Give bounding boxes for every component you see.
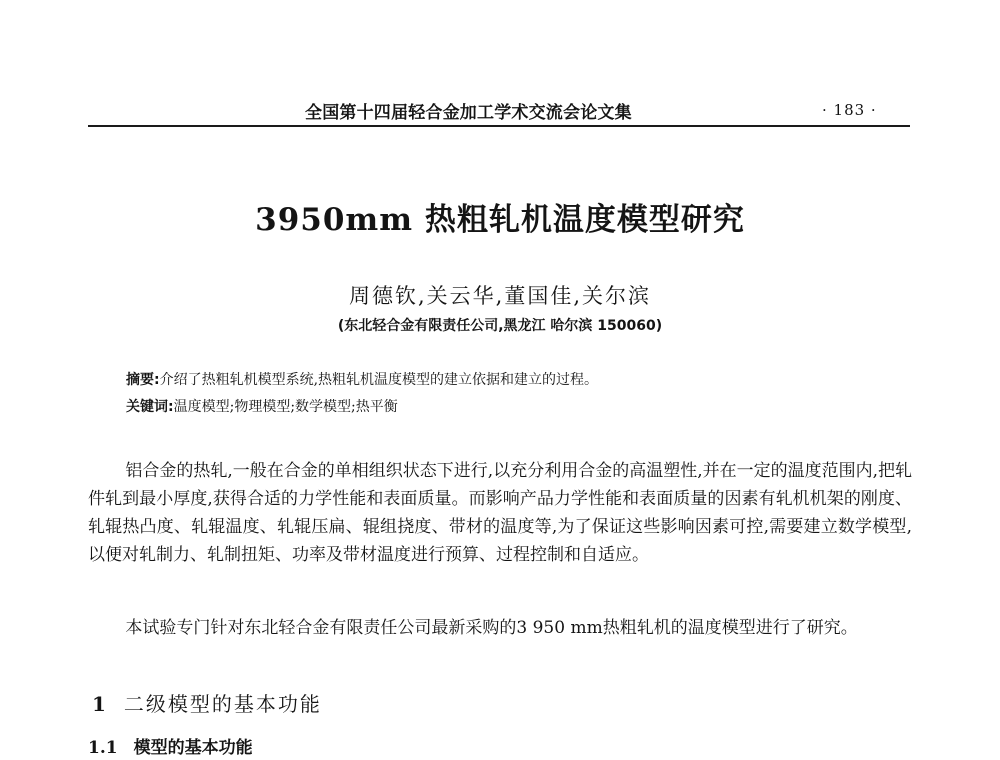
keywords-text: 温度模型;物理模型;数学模型;热平衡 bbox=[173, 399, 398, 415]
article-title: 3950mm 热粗轧机温度模型研究 bbox=[255, 202, 745, 238]
keywords-label: 关键词: bbox=[126, 399, 174, 415]
section-title: 二级模型的基本功能 bbox=[123, 692, 322, 716]
body-paragraph-1: 铝合金的热轧,一般在合金的单相组织状态下进行,以充分利用合金的高温塑性,并在一定的温度范围内,把轧件轧到最小厚度,获得合适的力学性能和表面质量。而影响产品力学性能和表面质量的因素有轧机机架的刚度、轧辊热凸度、轧辊温度、轧辊压扁、辊组挠度、带材的温度等,为了保证这些影响因素可控,需要建立数学模型,以便对轧制力、轧制扭矩、功率及带材温度进行预算、过程控制和自适应。 bbox=[88, 461, 913, 565]
abstract-text: 介绍了热粗轧机模型系统,热粗轧机温度模型的建立依据和建立的过程。 bbox=[159, 372, 599, 388]
abstract bbox=[126, 369, 598, 389]
abstract-label: 摘要: bbox=[126, 372, 160, 388]
subsection-heading-1-1 bbox=[88, 733, 253, 758]
subsection-title: 模型的基本功能 bbox=[133, 738, 253, 758]
subsection-number: 1.1 bbox=[88, 738, 118, 758]
body-paragraph-2: 本试验专门针对东北轻合金有限责任公司最新采购的3 950 mm热粗轧机的温度模型进行了研究。 bbox=[125, 618, 858, 638]
keywords bbox=[126, 396, 398, 416]
authors-line: 周德钦,关云华,董国佳,关尔滨 bbox=[348, 284, 652, 308]
section-number: 1 bbox=[92, 692, 106, 716]
affiliation-line: (东北轻合金有限责任公司,黑龙江 哈尔滨 150060) bbox=[337, 318, 663, 334]
running-header: 全国第十四届轻合金加工学术交流会论文集 bbox=[305, 103, 632, 123]
header-rule bbox=[88, 125, 910, 127]
section-heading-1 bbox=[92, 688, 322, 717]
page-number: · 183 · bbox=[822, 101, 877, 119]
